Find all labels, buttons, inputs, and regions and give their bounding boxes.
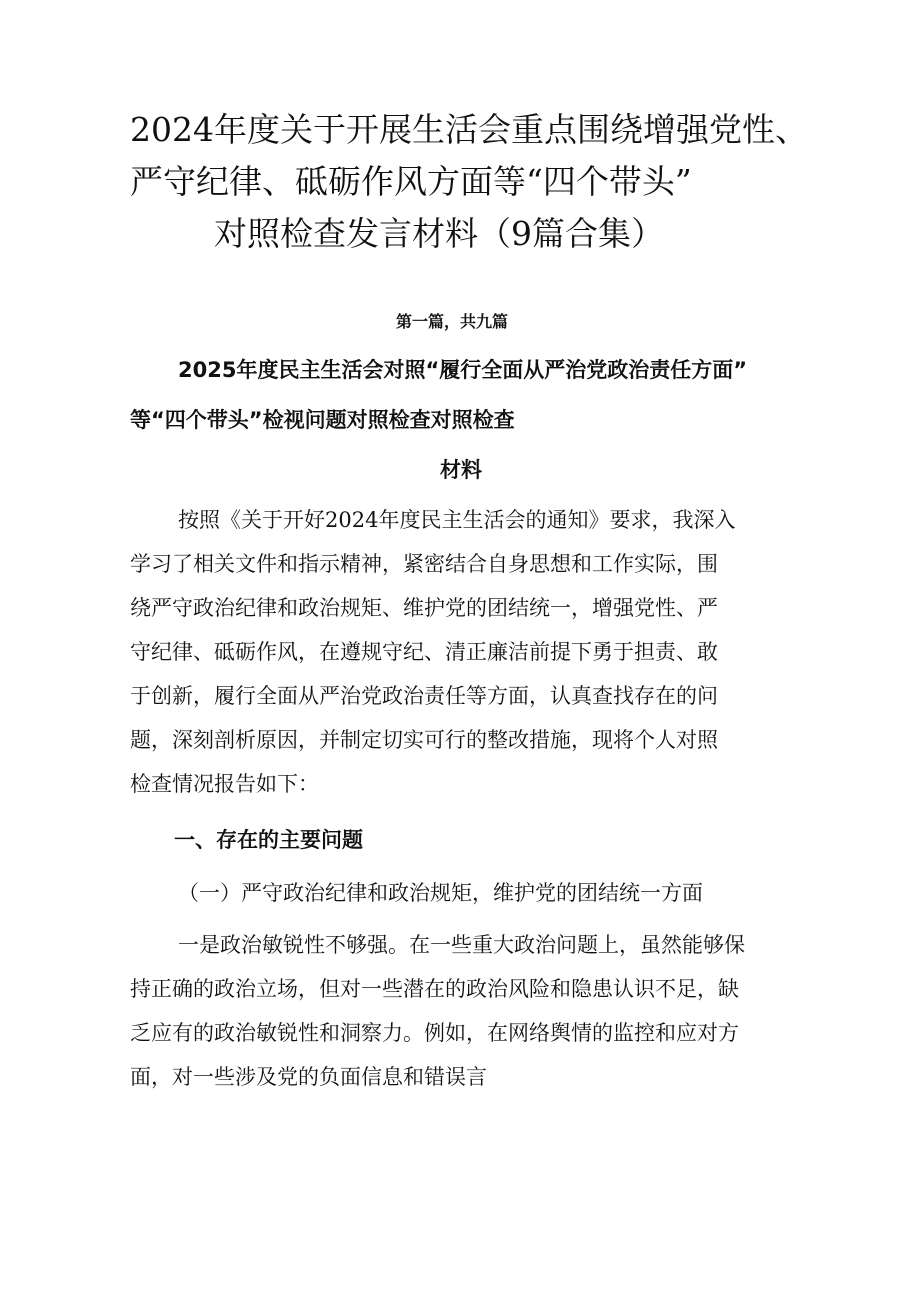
point-line: 一是政治敏锐性不够强。在一些重大政治问题上，虽然能够保 (178, 933, 745, 957)
title-line-1: 2024年度关于开展生活会重点围绕增强党性、 (130, 110, 808, 149)
intro-line: 检查情况报告如下： (130, 772, 319, 796)
intro-line: 题，深刻剖析原因，并制定切实可行的整改措施，现将个人对照 (130, 728, 718, 752)
title-line-3: 对照检查发言材料（9篇合集） (214, 214, 664, 253)
part-label: 第一篇，共九篇 (396, 312, 509, 331)
point-line: 乏应有的政治敏锐性和洞察力。例如，在网络舆情的监控和应对方 (130, 1021, 739, 1045)
heading-main-problems: 一、存在的主要问题 (174, 828, 363, 852)
intro-line: 按照《关于开好2024年度民主生活会的通知》要求，我深入 (178, 508, 736, 532)
subheading-political-discipline: （一）严守政治纪律和政治规矩，维护党的团结统一方面 (178, 881, 703, 905)
section-title-line-2: 等“四个带头”检视问题对照检查对照检查 (130, 408, 515, 432)
section-title-line-3: 材料 (440, 458, 482, 482)
point-line: 持正确的政治立场，但对一些潜在的政治风险和隐患认识不足，缺 (130, 977, 739, 1001)
intro-line: 于创新，履行全面从严治党政治责任等方面，认真查找存在的问 (130, 684, 718, 708)
intro-line: 学习了相关文件和指示精神，紧密结合自身思想和工作实际，围 (130, 552, 718, 576)
point-line: 面，对一些涉及党的负面信息和错误言 (130, 1065, 487, 1089)
intro-line: 守纪律、砥砺作风，在遵规守纪、清正廉洁前提下勇于担责、敢 (130, 640, 718, 664)
section-title-line-1: 2025年度民主生活会对照“履行全面从严治党政治责任方面” (178, 358, 748, 382)
title-line-2: 严守纪律、砥砺作风方面等“四个带头” (130, 162, 692, 201)
intro-line: 绕严守政治纪律和政治规矩、维护党的团结统一，增强党性、严 (130, 596, 718, 620)
